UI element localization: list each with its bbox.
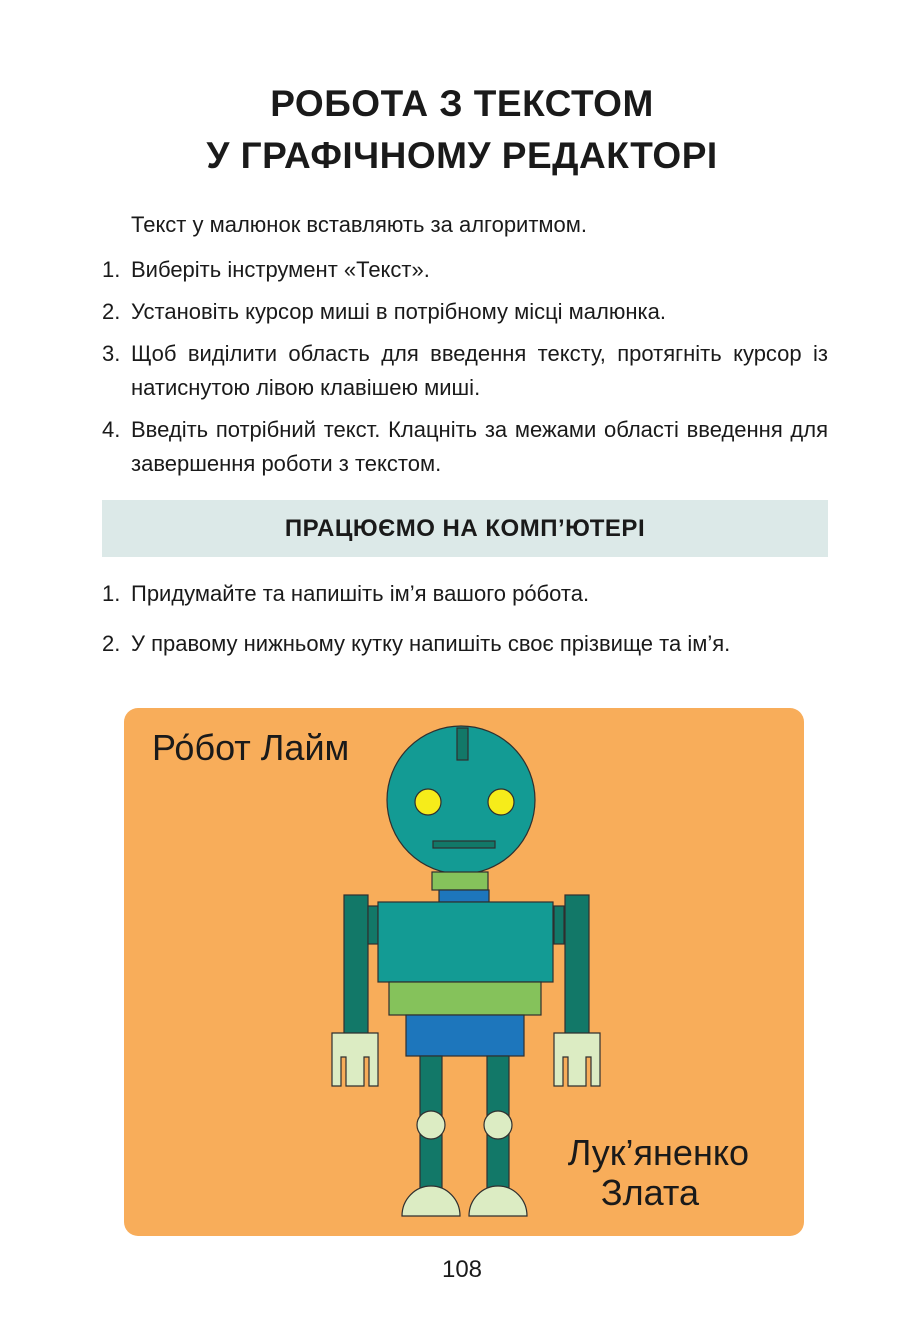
page-title [0,78,924,182]
list-item [102,295,828,329]
list-item [102,253,828,287]
step-text: Виберіть інструмент «Текст». [131,257,430,282]
list-item [102,413,828,481]
right-hand [554,1033,600,1086]
robot-hips [406,1015,524,1056]
left-arm [344,895,368,1043]
title-line-2: У ГРАФІЧНОМУ РЕДАКТОРІ [206,135,718,176]
step-number: 4. [102,417,121,442]
task-text: Придумайте та напишіть ім’я вашого ро́бота. [131,581,590,606]
robot-drawing [124,708,804,1236]
step-text: Введіть потрібний текст. Клацніть за межами області введення для завершення роботи з текстом. [131,417,828,476]
right-arm [565,895,589,1043]
left-eye [415,789,441,815]
section-banner: ПРАЦЮЄМО НА КОМП’ЮТЕРІ [102,500,828,557]
task-list [102,573,828,673]
step-number: 1. [102,257,121,282]
task-number: 2. [102,631,121,656]
step-text: Установіть курсор миші в потрібному місці малюнка. [131,299,666,324]
left-shoulder [368,906,378,944]
left-knee [417,1111,445,1139]
neck-lower [439,890,489,902]
list-item [102,573,828,615]
task-text: У правому нижньому кутку напишіть своє прізвище та ім’я. [131,631,731,656]
head-antenna-slot [457,728,468,760]
right-eye [488,789,514,815]
author-surname-label: Лук’яненко [567,1132,749,1173]
neck-upper [432,872,488,890]
robot-name-label: Ро́бот Лайм [152,727,350,768]
list-item [102,337,828,405]
robot-belly [389,982,541,1015]
page-number: 108 [441,1256,483,1283]
step-text: Щоб виділити область для введення тексту, протягніть курсор із натиснутою лівою клавішею миші. [131,341,828,400]
right-shoulder [554,906,564,944]
list-item [102,623,828,665]
task-number: 1. [102,581,121,606]
robot-illustration [124,708,804,1236]
intro-text: Текст у малюнок вставляють за алгоритмом. [131,212,588,237]
robot-chest [378,902,553,982]
left-hand [332,1033,378,1086]
algorithm-steps [102,253,828,489]
title-line-1: РОБОТА З ТЕКСТОМ [270,83,654,124]
step-number: 3. [102,341,121,366]
author-name-label: Злата [600,1172,699,1213]
right-knee [484,1111,512,1139]
step-number: 2. [102,299,121,324]
mouth [433,841,495,848]
